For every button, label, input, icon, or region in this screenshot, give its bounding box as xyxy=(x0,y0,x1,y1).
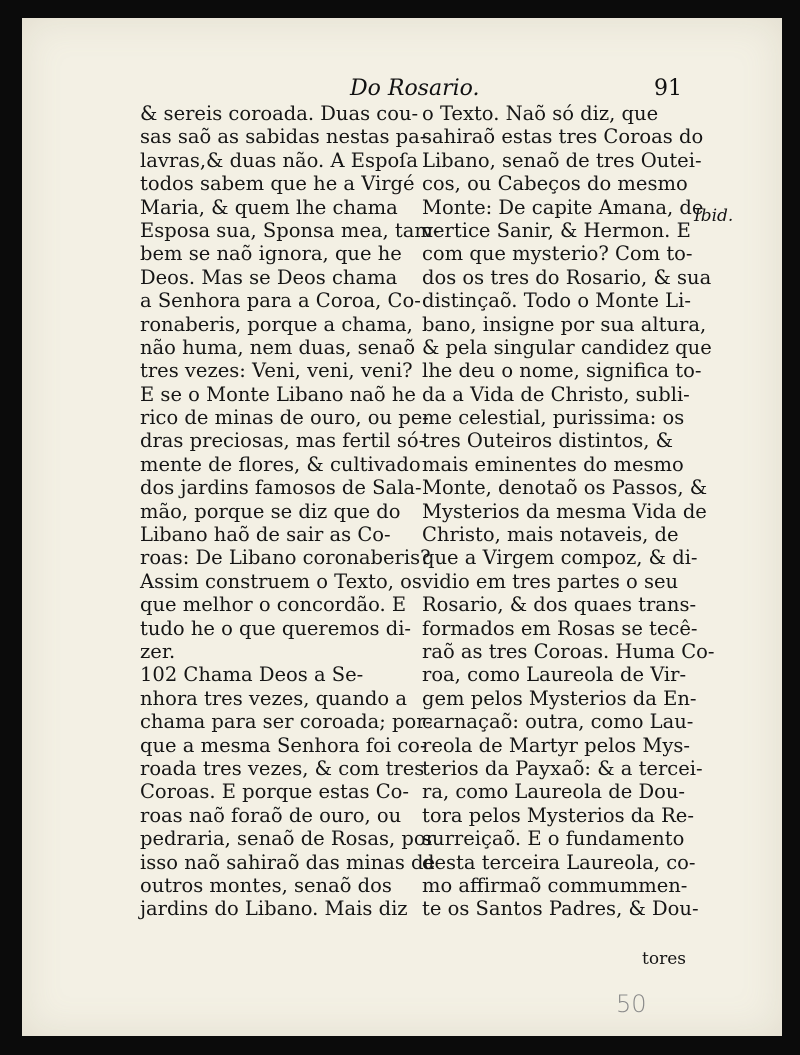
text-line: lavras,& duas não. A Espoſa xyxy=(140,148,419,172)
text-line: a Senhora para a Coroa, Co- xyxy=(140,289,421,313)
text-line: sahiraõ estas tres Coroas do xyxy=(422,125,704,149)
text-line: Monte: De capite Amana, de xyxy=(422,195,704,219)
text-line: roada tres vezes, & com tres xyxy=(140,756,425,780)
text-line: formados em Rosas se tecê- xyxy=(422,616,698,640)
text-line: Deos. Mas se Deos chama xyxy=(140,265,398,289)
text-line: dras preciosas, mas fertil só- xyxy=(140,429,426,453)
text-line: que melhor o concordão. E xyxy=(140,593,407,617)
text-line: roas naõ foraõ de ouro, ou xyxy=(140,803,402,827)
text-line: mo affirmaõ commummen- xyxy=(422,873,688,897)
text-line: & sereis coroada. Duas cou- xyxy=(140,102,419,125)
text-line: outros montes, senaõ dos xyxy=(140,873,392,897)
text-line: reola de Martyr pelos Mys- xyxy=(422,733,690,757)
text-line: cos, ou Cabeços do mesmo xyxy=(422,172,688,196)
margin-note: Ibid. xyxy=(694,206,734,226)
left-text-column xyxy=(140,102,440,921)
text-line: roa, como Laureola de Vir- xyxy=(422,663,687,687)
text-line: Libano, senaõ de tres Outei- xyxy=(422,148,702,172)
text-line: Mysterios da mesma Vida de xyxy=(422,499,707,523)
text-line: Monte, denotaõ os Passos, & xyxy=(422,476,708,500)
text-line: 102 Chama Deos a Se- xyxy=(140,663,364,687)
text-line: Christo, mais notaveis, de xyxy=(422,523,679,547)
text-line: mais eminentes do mesmo xyxy=(422,452,684,476)
text-line: Esposa sua, Sponsa mea, tam- xyxy=(140,218,440,242)
text-line: jardins do Libano. Mais diz xyxy=(140,897,408,921)
text-line: lhe deu o nome, significa to- xyxy=(422,359,702,383)
text-line: com que mysterio? Com to- xyxy=(422,242,693,266)
text-line: não huma, nem duas, senaõ xyxy=(140,335,416,359)
text-line: te os Santos Padres, & Dou- xyxy=(422,897,699,921)
text-line: vertice Sanir, & Hermon. E xyxy=(422,218,691,242)
text-line: & pela singular candidez que xyxy=(422,335,712,359)
text-line: sas saõ as sabidas nestas pa- xyxy=(140,125,427,149)
catchword: tores xyxy=(642,949,686,969)
text-line: tudo he o que queremos di- xyxy=(140,616,412,640)
text-line: dos os tres do Rosario, & sua xyxy=(422,265,712,289)
text-line: da a Vida de Christo, subli- xyxy=(422,382,690,406)
text-line: que a Virgem compoz, & di- xyxy=(422,546,698,570)
running-title: Do Rosario. xyxy=(350,76,480,101)
text-line: Coroas. E porque estas Co- xyxy=(140,780,409,804)
text-line: roas: De Libano coronaberis? xyxy=(140,546,431,570)
text-line: mente de flores, & cultivado xyxy=(140,452,421,476)
text-line: tres vezes: Veni, veni, veni? xyxy=(140,359,413,383)
text-line: carnaçaõ: outra, como Lau- xyxy=(422,710,694,734)
text-line: distinçaõ. Todo o Monte Li- xyxy=(422,289,691,313)
text-line: surreiçaõ. E o fundamento xyxy=(422,827,685,851)
book-page xyxy=(22,18,782,1036)
text-line: bem se naõ ignora, que he xyxy=(140,242,402,266)
text-line: zer. xyxy=(140,639,176,663)
text-line: o Texto. Naõ só diz, que xyxy=(422,102,659,125)
text-line: ronaberis, porque a chama, xyxy=(140,312,413,336)
page-number: 91 xyxy=(654,76,682,101)
text-line: me celestial, purissima: os xyxy=(422,406,685,430)
text-line: rico de minas de ouro, ou pe- xyxy=(140,406,429,430)
text-line: Rosario, & dos quaes trans- xyxy=(422,593,697,617)
text-line: vidio em tres partes o seu xyxy=(422,569,679,593)
pencil-annotation: 50 xyxy=(616,990,647,1018)
text-line: desta terceira Laureola, co- xyxy=(422,850,696,874)
text-line: chama para ser coroada; por- xyxy=(140,710,433,734)
text-line: Maria, & quem lhe chama xyxy=(140,195,398,219)
text-line: ra, como Laureola de Dou- xyxy=(422,780,685,804)
text-line: Libano haõ de sair as Co- xyxy=(140,523,391,547)
text-line: isso naõ sahiraõ das minas de xyxy=(140,850,436,874)
text-line: dos jardins famosos de Sala- xyxy=(140,476,422,500)
text-line: tres Outeiros distintos, & xyxy=(422,429,674,453)
text-line: que a mesma Senhora foi co- xyxy=(140,733,427,757)
text-line: E se o Monte Libano naõ he xyxy=(140,382,416,406)
text-line: bano, insigne por sua altura, xyxy=(422,312,707,336)
text-line: tora pelos Mysterios da Re- xyxy=(422,803,694,827)
text-line: nhora tres vezes, quando a xyxy=(140,686,407,710)
text-line: gem pelos Mysterios da En- xyxy=(422,686,697,710)
text-line: mão, porque se diz que do xyxy=(140,499,401,523)
text-line: terios da Payxaõ: & a tercei- xyxy=(422,756,703,780)
text-line: todos sabem que he a Virgé xyxy=(140,172,415,196)
text-line: pedraria, senaõ de Rosas, por xyxy=(140,827,435,851)
text-line: Assim construem o Texto, os xyxy=(140,569,422,593)
text-line: raõ as tres Coroas. Huma Co- xyxy=(422,639,715,663)
